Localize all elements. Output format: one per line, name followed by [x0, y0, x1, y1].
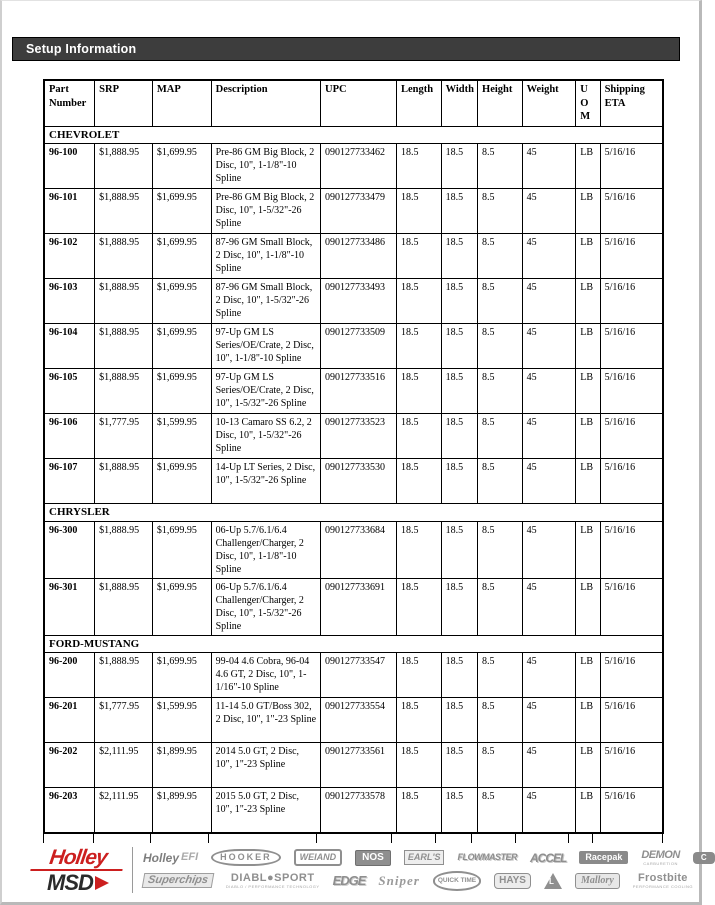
- cell-part: 96-203: [44, 787, 95, 833]
- cell-description: 99-04 4.6 Cobra, 96-04 4.6 GT, 2 Disc, 10", 1-1/16"-10 Spline: [211, 652, 320, 697]
- accel-logo: ACCEL: [529, 850, 567, 865]
- cell-length: 18.5: [397, 742, 442, 787]
- cell-length: 18.5: [397, 324, 442, 369]
- cell-upc: 090127733523: [321, 414, 397, 459]
- cell-map: $1,699.95: [152, 144, 211, 189]
- table-row: [44, 324, 663, 369]
- cell-description: 2015 5.0 GT, 2 Disc, 10", 1"-23 Spline: [211, 787, 320, 833]
- cell-map: $1,699.95: [152, 369, 211, 414]
- cell-width: 18.5: [441, 787, 477, 833]
- cell-width: 18.5: [441, 578, 477, 635]
- cell-upc: 090127733561: [321, 742, 397, 787]
- cell-width: 18.5: [441, 144, 477, 189]
- cell-srp: $1,888.95: [95, 324, 153, 369]
- cell-weight: 45: [522, 234, 576, 279]
- column-header-description: Description: [211, 80, 320, 126]
- cell-uom: LB: [576, 521, 600, 578]
- cell-upc: 090127733691: [321, 578, 397, 635]
- cell-srp: $1,777.95: [95, 414, 153, 459]
- column-header-part-number: Part Number: [44, 80, 95, 126]
- cell-part: 96-103: [44, 279, 95, 324]
- column-header-length: Length: [397, 80, 442, 126]
- cell-srp: $1,888.95: [95, 279, 153, 324]
- cell-description: 10-13 Camaro SS 6.2, 2 Disc, 10", 1-5/32"-26 Spline: [211, 414, 320, 459]
- cell-width: 18.5: [441, 324, 477, 369]
- cell-eta: 5/16/16: [600, 459, 663, 504]
- cell-upc: 090127733493: [321, 279, 397, 324]
- table-row: [44, 279, 663, 324]
- column-header-weight: Weight: [522, 80, 576, 126]
- page-title: Setup Information: [26, 42, 137, 56]
- cell-weight: 45: [522, 697, 576, 742]
- cell-length: 18.5: [397, 189, 442, 234]
- table-row: [44, 521, 663, 578]
- brand-logo-grid: [143, 849, 715, 890]
- cell-description: 97-Up GM LS Series/OE/Crate, 2 Disc, 10", 1-5/32"-26 Spline: [211, 369, 320, 414]
- cell-height: 8.5: [478, 189, 523, 234]
- cell-length: 18.5: [397, 144, 442, 189]
- holley-logo: Holley: [30, 847, 125, 871]
- mallory-logo: Mallory: [575, 873, 620, 889]
- cell-height: 8.5: [478, 414, 523, 459]
- table-row: [44, 697, 663, 742]
- cell-weight: 45: [522, 324, 576, 369]
- table-row: [44, 578, 663, 635]
- table-row: [44, 787, 663, 833]
- table-row: [44, 414, 663, 459]
- footer-divider: [132, 847, 133, 893]
- cell-map: $1,699.95: [152, 234, 211, 279]
- hooker-logo: HOOKER: [211, 849, 281, 866]
- cell-upc: 090127733516: [321, 369, 397, 414]
- cell-srp: $1,888.95: [95, 578, 153, 635]
- column-header-upc: UPC: [321, 80, 397, 126]
- brand-row-2: [143, 871, 715, 890]
- brand-footer: [32, 841, 707, 899]
- cell-upc: 090127733509: [321, 324, 397, 369]
- cell-part: 96-200: [44, 652, 95, 697]
- cell-width: 18.5: [441, 459, 477, 504]
- cell-map: $1,699.95: [152, 459, 211, 504]
- cell-upc: 090127733554: [321, 697, 397, 742]
- cell-map: $1,699.95: [152, 279, 211, 324]
- cell-weight: 45: [522, 578, 576, 635]
- cell-weight: 45: [522, 742, 576, 787]
- cell-uom: LB: [576, 279, 600, 324]
- cell-description: 06-Up 5.7/6.1/6.4 Challenger/Charger, 2 Disc, 10", 1-1/8"-10 Spline: [211, 521, 320, 578]
- cell-eta: 5/16/16: [600, 787, 663, 833]
- cell-description: 2014 5.0 GT, 2 Disc, 10", 1"-23 Spline: [211, 742, 320, 787]
- lakewood-triangle-icon: L: [544, 873, 562, 889]
- cell-weight: 45: [522, 414, 576, 459]
- cell-width: 18.5: [441, 189, 477, 234]
- column-header-map: MAP: [152, 80, 211, 126]
- table-body: [44, 126, 663, 832]
- setup-information-table-wrap: [43, 79, 664, 843]
- cell-length: 18.5: [397, 652, 442, 697]
- c-badge-logo: C: [693, 852, 715, 864]
- table-row: [44, 742, 663, 787]
- cell-part: 96-201: [44, 697, 95, 742]
- table-row: [44, 459, 663, 504]
- cell-map: $1,699.95: [152, 324, 211, 369]
- cell-width: 18.5: [441, 369, 477, 414]
- cell-uom: LB: [576, 459, 600, 504]
- cell-width: 18.5: [441, 742, 477, 787]
- cell-length: 18.5: [397, 697, 442, 742]
- weiand-logo: WEIAND: [294, 849, 343, 866]
- cell-map: $1,599.95: [152, 697, 211, 742]
- cell-uom: LB: [576, 578, 600, 635]
- cell-width: 18.5: [441, 652, 477, 697]
- cell-srp: $1,777.95: [95, 697, 153, 742]
- cell-length: 18.5: [397, 234, 442, 279]
- cell-srp: $2,111.95: [95, 742, 153, 787]
- section-header-row: [44, 504, 663, 521]
- cell-upc: 090127733578: [321, 787, 397, 833]
- msd-arrow-icon: [95, 876, 109, 890]
- nos-logo: NOS: [355, 850, 391, 866]
- cell-map: $1,599.95: [152, 414, 211, 459]
- cell-height: 8.5: [478, 459, 523, 504]
- frostbite-logo: Frostbite PERFORMANCE COOLING: [632, 871, 693, 889]
- cell-eta: 5/16/16: [600, 521, 663, 578]
- setup-information-header-bar: [12, 37, 680, 61]
- cell-height: 8.5: [478, 279, 523, 324]
- section-name: CHRYSLER: [44, 504, 663, 521]
- cell-eta: 5/16/16: [600, 578, 663, 635]
- cell-width: 18.5: [441, 521, 477, 578]
- cell-uom: LB: [576, 324, 600, 369]
- cell-map: $1,699.95: [152, 578, 211, 635]
- cell-width: 18.5: [441, 279, 477, 324]
- cell-srp: $1,888.95: [95, 234, 153, 279]
- cell-upc: 090127733479: [321, 189, 397, 234]
- cell-width: 18.5: [441, 697, 477, 742]
- cell-upc: 090127733547: [321, 652, 397, 697]
- cell-eta: 5/16/16: [600, 369, 663, 414]
- table-row: [44, 189, 663, 234]
- cell-map: $1,699.95: [152, 521, 211, 578]
- cell-part: 96-301: [44, 578, 95, 635]
- cell-eta: 5/16/16: [600, 697, 663, 742]
- cell-length: 18.5: [397, 578, 442, 635]
- cell-weight: 45: [522, 521, 576, 578]
- racepak-logo: Racepak: [579, 851, 628, 864]
- sniper-logo: Sniper: [378, 873, 420, 889]
- cell-uom: LB: [576, 369, 600, 414]
- cell-description: Pre-86 GM Big Block, 2 Disc, 10", 1-1/8"-10 Spline: [211, 144, 320, 189]
- cell-length: 18.5: [397, 787, 442, 833]
- cell-length: 18.5: [397, 279, 442, 324]
- cell-length: 18.5: [397, 459, 442, 504]
- cell-weight: 45: [522, 144, 576, 189]
- cell-description: 14-Up LT Series, 2 Disc, 10", 1-5/32"-26 Spline: [211, 459, 320, 504]
- cell-upc: 090127733684: [321, 521, 397, 578]
- cell-uom: LB: [576, 189, 600, 234]
- cell-eta: 5/16/16: [600, 234, 663, 279]
- section-name: FORD-MUSTANG: [44, 635, 663, 652]
- cell-upc: 090127733530: [321, 459, 397, 504]
- cell-srp: $1,888.95: [95, 652, 153, 697]
- table-header-row: [44, 80, 663, 126]
- flowmaster-logo: FLOWMASTER: [457, 852, 517, 863]
- cell-srp: $2,111.95: [95, 787, 153, 833]
- cell-description: 87-96 GM Small Block, 2 Disc, 10", 1-5/32"-26 Spline: [211, 279, 320, 324]
- cell-srp: $1,888.95: [95, 144, 153, 189]
- table-row: [44, 369, 663, 414]
- setup-information-table: [43, 79, 664, 834]
- table-row: [44, 144, 663, 189]
- hays-logo: HAYS: [494, 873, 531, 889]
- cell-eta: 5/16/16: [600, 324, 663, 369]
- holley-efi-logo: Holley EFI: [143, 850, 199, 865]
- cell-weight: 45: [522, 369, 576, 414]
- cell-upc: 090127733486: [321, 234, 397, 279]
- quick-time-logo: QUICK TIME: [433, 871, 481, 890]
- cell-uom: LB: [576, 742, 600, 787]
- section-header-row: [44, 126, 663, 143]
- holley-msd-logo: [32, 847, 124, 894]
- cell-length: 18.5: [397, 414, 442, 459]
- cell-part: 96-300: [44, 521, 95, 578]
- lakewood-logo: [544, 873, 562, 889]
- cell-description: Pre-86 GM Big Block, 2 Disc, 10", 1-5/32"-26 Spline: [211, 189, 320, 234]
- diablosport-logo: DIABL●SPORT DIABLO / PERFORMANCE TECHNOLOGY: [225, 871, 320, 889]
- table-row: [44, 234, 663, 279]
- cell-description: 06-Up 5.7/6.1/6.4 Challenger/Charger, 2 Disc, 10", 1-5/32"-26 Spline: [211, 578, 320, 635]
- cell-upc: 090127733462: [321, 144, 397, 189]
- cell-eta: 5/16/16: [600, 279, 663, 324]
- cell-srp: $1,888.95: [95, 189, 153, 234]
- cell-height: 8.5: [478, 652, 523, 697]
- cell-eta: 5/16/16: [600, 652, 663, 697]
- cell-part: 96-106: [44, 414, 95, 459]
- cell-length: 18.5: [397, 369, 442, 414]
- section-name: CHEVROLET: [44, 126, 663, 143]
- cell-eta: 5/16/16: [600, 189, 663, 234]
- cell-uom: LB: [576, 144, 600, 189]
- superchips-logo: Superchips: [143, 873, 213, 888]
- table-row: [44, 652, 663, 697]
- cell-eta: 5/16/16: [600, 414, 663, 459]
- column-header-shipping-eta: Shipping ETA: [600, 80, 663, 126]
- cell-part: 96-100: [44, 144, 95, 189]
- cell-part: 96-102: [44, 234, 95, 279]
- cell-description: 87-96 GM Small Block, 2 Disc, 10", 1-1/8"-10 Spline: [211, 234, 320, 279]
- cell-height: 8.5: [478, 369, 523, 414]
- cell-height: 8.5: [478, 324, 523, 369]
- cell-height: 8.5: [478, 578, 523, 635]
- cell-height: 8.5: [478, 521, 523, 578]
- cell-length: 18.5: [397, 521, 442, 578]
- cell-part: 96-105: [44, 369, 95, 414]
- cell-weight: 45: [522, 189, 576, 234]
- msd-logo: MSD: [47, 869, 93, 895]
- demon-logo: DEMON CARBURETION: [641, 848, 680, 866]
- cell-description: 97-Up GM LS Series/OE/Crate, 2 Disc, 10", 1-1/8"-10 Spline: [211, 324, 320, 369]
- cell-map: $1,699.95: [152, 189, 211, 234]
- cell-srp: $1,888.95: [95, 459, 153, 504]
- column-header-height: Height: [478, 80, 523, 126]
- cell-weight: 45: [522, 279, 576, 324]
- cell-weight: 45: [522, 652, 576, 697]
- cell-height: 8.5: [478, 787, 523, 833]
- column-header-srp: SRP: [95, 80, 153, 126]
- cell-map: $1,899.95: [152, 742, 211, 787]
- cell-uom: LB: [576, 697, 600, 742]
- cell-part: 96-202: [44, 742, 95, 787]
- column-header-u-o-m: U O M: [576, 80, 600, 126]
- cell-weight: 45: [522, 459, 576, 504]
- cell-height: 8.5: [478, 742, 523, 787]
- cell-uom: LB: [576, 234, 600, 279]
- cell-width: 18.5: [441, 234, 477, 279]
- cell-width: 18.5: [441, 414, 477, 459]
- cell-height: 8.5: [478, 234, 523, 279]
- cell-part: 96-104: [44, 324, 95, 369]
- cell-uom: LB: [576, 414, 600, 459]
- cell-srp: $1,888.95: [95, 521, 153, 578]
- earls-logo: EARL'S: [404, 850, 445, 865]
- cell-height: 8.5: [478, 144, 523, 189]
- section-header-row: [44, 635, 663, 652]
- cell-srp: $1,888.95: [95, 369, 153, 414]
- cell-height: 8.5: [478, 697, 523, 742]
- cell-weight: 45: [522, 787, 576, 833]
- cell-map: $1,699.95: [152, 652, 211, 697]
- cell-uom: LB: [576, 787, 600, 833]
- column-header-width: Width: [441, 80, 477, 126]
- cell-description: 11-14 5.0 GT/Boss 302, 2 Disc, 10", 1"-23 Spline: [211, 697, 320, 742]
- cell-uom: LB: [576, 652, 600, 697]
- cell-part: 96-101: [44, 189, 95, 234]
- cell-map: $1,899.95: [152, 787, 211, 833]
- cell-eta: 5/16/16: [600, 742, 663, 787]
- edge-logo: EDGE: [332, 873, 366, 889]
- cell-part: 96-107: [44, 459, 95, 504]
- brand-row-1: [143, 849, 715, 866]
- cell-eta: 5/16/16: [600, 144, 663, 189]
